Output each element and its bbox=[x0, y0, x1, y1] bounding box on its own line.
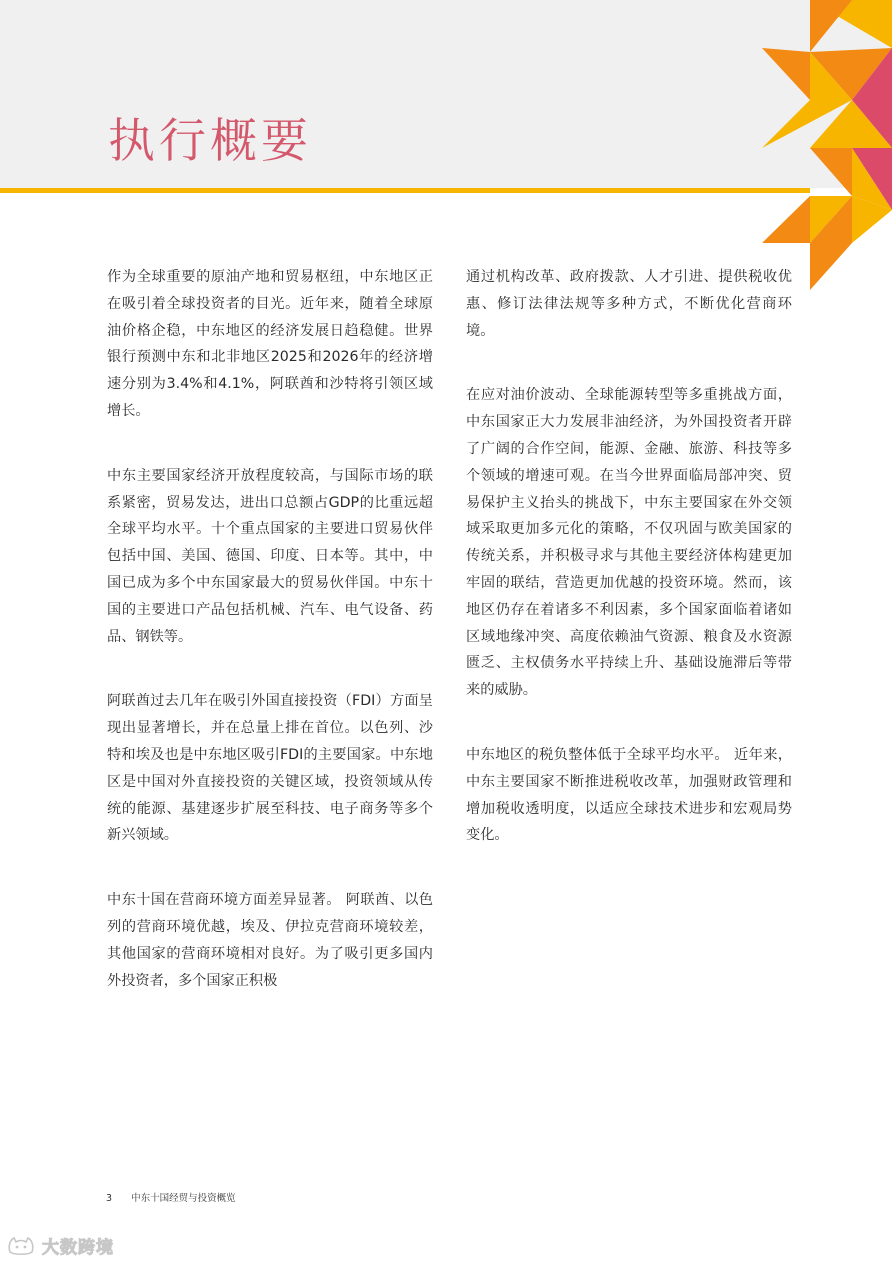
footer-doc-title: 中东十国经贸与投资概览 bbox=[131, 1193, 236, 1204]
right-column bbox=[466, 264, 792, 887]
paragraph: 阿联酋过去几年在吸引外国直接投资（FDI）方面呈现出显著增长，并在总量上排在首位。以色列、沙特和埃及也是中东地区吸引FDI的主要国家。中东地区是中国对外直接投资的关键区域，投资领域从传统的能源、基建逐步扩展至科技、电子商务等多个新兴领域。 bbox=[107, 693, 433, 844]
paragraph: 中东十国在营商环境方面差异显著。 阿联酋、以色列的营商环境优越，埃及、伊拉克营商环境较差，其他国家的营商环境相对良好。为了吸引更多国内外投资者，多个国家正积极 bbox=[107, 892, 433, 989]
left-column bbox=[107, 264, 433, 1032]
paragraph: 中东地区的税负整体低于全球平均水平。 近年来，中东主要国家不断推进税收改革，加强财政管理和增加税收透明度，以适应全球技术进步和宏观局势变化。 bbox=[466, 746, 792, 844]
triangle-pattern-decoration bbox=[762, 0, 892, 290]
paragraph: 作为全球重要的原油产地和贸易枢纽，中东地区正在吸引着全球投资者的目光。近年来，随着全球原油价格企稳，中东地区的经济发展日趋稳健。世界银行预测中东和北非地区2025和2026年的经济增速分别为3.4%和4.1%，阿联酋和沙特将引领区域增长。 bbox=[107, 269, 433, 419]
header-rule bbox=[0, 188, 810, 193]
watermark-text: 大数跨境 bbox=[42, 1237, 114, 1258]
paragraph: 在应对油价波动、全球能源转型等多重挑战方面，中东国家正大力发展非油经济，为外国投资者开辟了广阔的合作空间，能源、金融、旅游、科技等多个领域的增速可观。在当今世界面临局部冲突、贸易保护主义抬头的挑战下，中东主要国家在外交领域采取更加多元化的策略，不仅巩固与欧美国家的传统关系，并积极寻求与其他主要经济体构建更加牢固的联结，营造更加优越的投资环境。然而，该地区仍存在着诸多不利因素，多个国家面临着诸如区域地缘冲突、高度依赖油气资源、粮食及水资源匮乏、主权债务水平持续上升、基础设施滞后等带来的威胁。 bbox=[466, 387, 792, 699]
page-footer bbox=[106, 1190, 236, 1204]
watermark bbox=[6, 1232, 114, 1258]
page-number: 3 bbox=[106, 1193, 113, 1204]
paragraph: 中东主要国家经济开放程度较高，与国际市场的联系紧密，贸易发达，进出口总额占GDP的比重远超全球平均水平。十个重点国家的主要进口贸易伙伴包括中国、美国、德国、印度、日本等。其中，中国已成为多个中东国家最大的贸易伙伴国。中东十国的主要进口产品包括机械、汽车、电气设备、药品、钢铁等。 bbox=[107, 467, 433, 645]
paragraph: 通过机构改革、政府拨款、人才引进、提供税收优惠、修订法律法规等多种方式，不断优化营商环境。 bbox=[466, 269, 792, 339]
page-title: 执行概要 bbox=[108, 114, 312, 169]
cat-logo-icon bbox=[6, 1234, 36, 1256]
